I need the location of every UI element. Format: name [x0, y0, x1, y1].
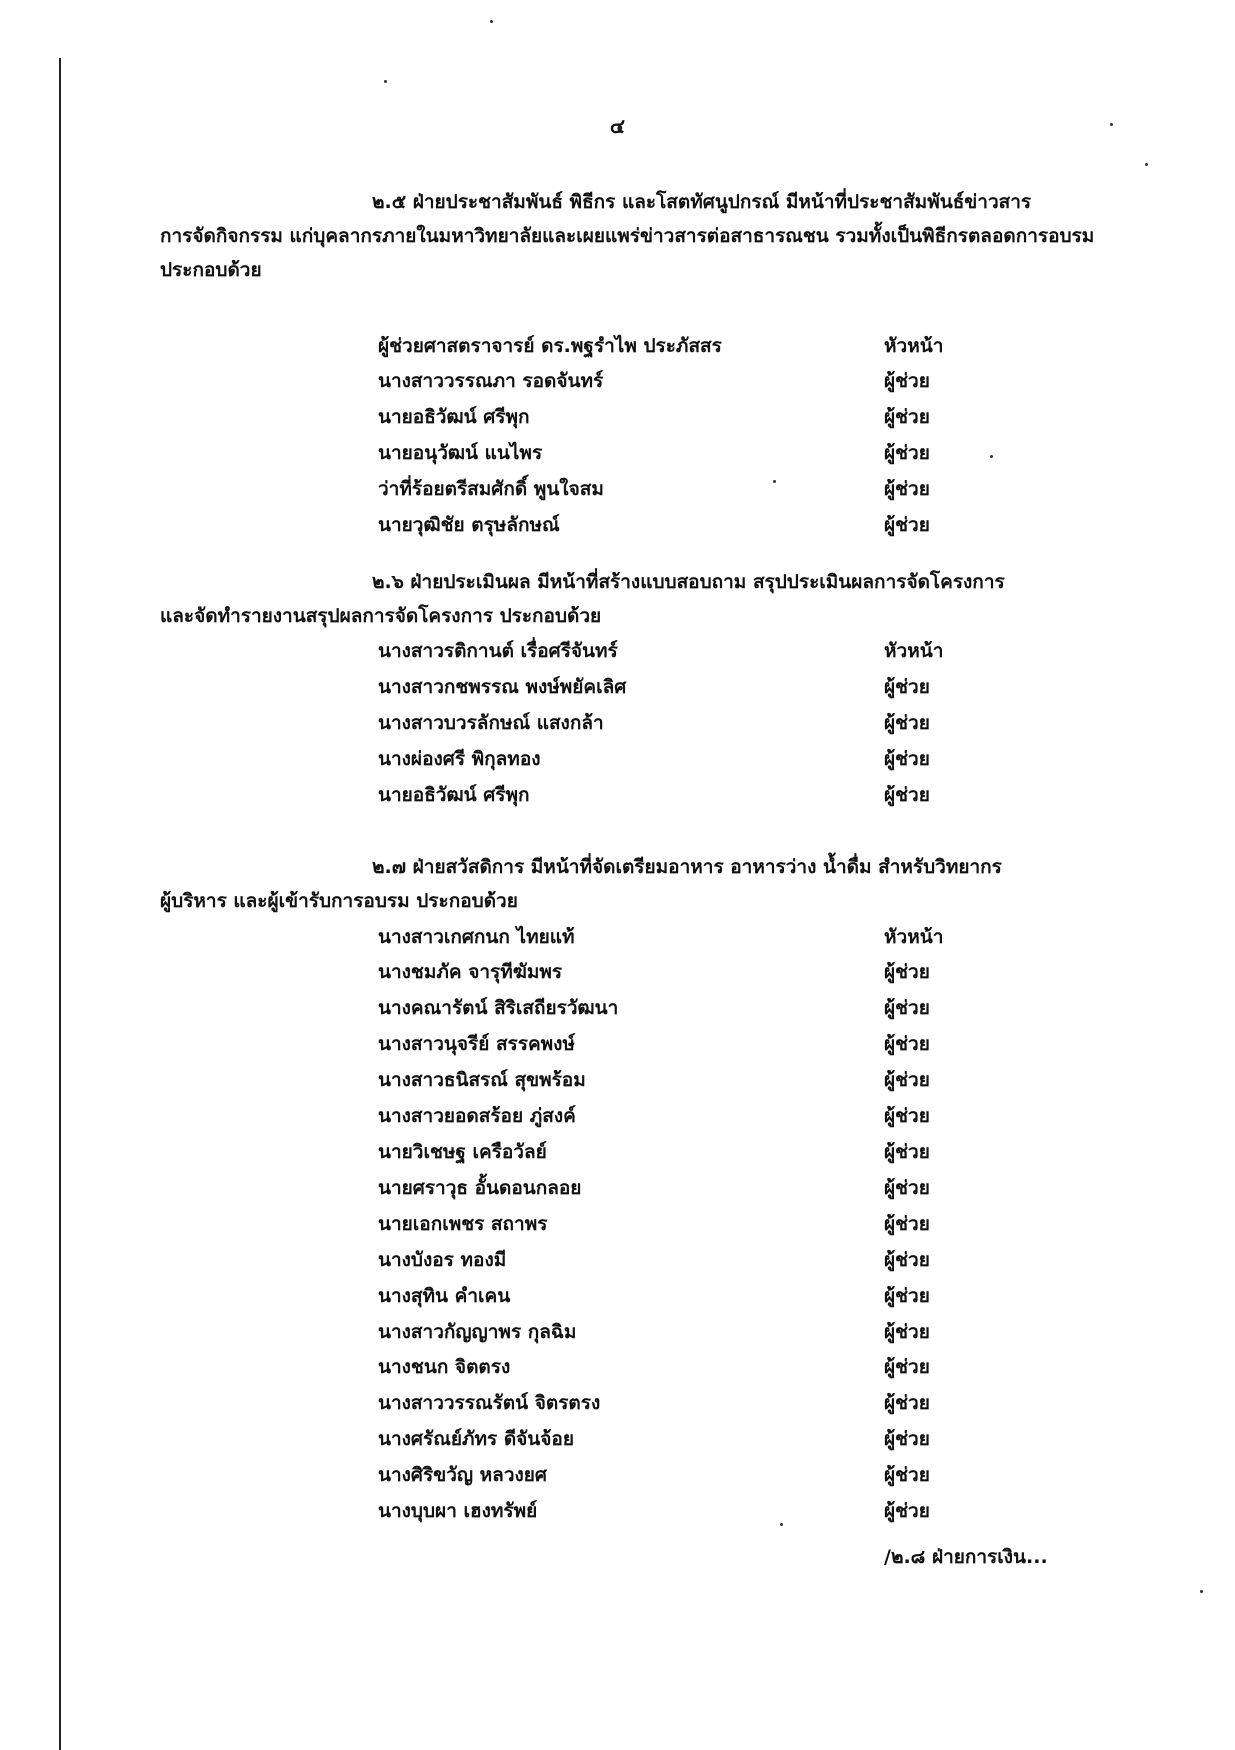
member-name: นางสาววรรณภา รอดจันทร์ — [378, 370, 604, 392]
member-row — [0, 1281, 1235, 1315]
section-text: ผู้บริหาร และผู้เข้ารับการอบรม ประกอบด้วย — [160, 890, 518, 912]
member-name: นางสาวนุจรีย์ สรรคพงษ์ — [378, 1033, 575, 1055]
member-row — [0, 922, 1235, 956]
member-row — [0, 993, 1235, 1027]
member-role: ผู้ช่วย — [884, 961, 930, 983]
member-role: ผู้ช่วย — [884, 406, 930, 428]
member-role: ผู้ช่วย — [884, 1105, 930, 1127]
member-row — [0, 1424, 1235, 1458]
member-name: ผู้ช่วยศาสตราจารย์ ดร.พฐรำไพ ประภัสสร — [378, 335, 722, 357]
scan-speck — [490, 20, 493, 23]
member-name: นางศรัณย์ภัทร ดีจันจ้อย — [378, 1428, 574, 1450]
member-role: ผู้ช่วย — [884, 1356, 930, 1378]
scan-speck — [1145, 163, 1148, 166]
member-row — [0, 1388, 1235, 1422]
member-row — [0, 1352, 1235, 1386]
member-role: ผู้ช่วย — [884, 370, 930, 392]
member-role: ผู้ช่วย — [884, 712, 930, 734]
member-role: ผู้ช่วย — [884, 1428, 930, 1450]
member-row — [0, 636, 1235, 670]
member-role: ผู้ช่วย — [884, 1464, 930, 1486]
member-name: นายอธิวัฒน์ ศรีพุก — [378, 784, 530, 806]
section-text: ประกอบด้วย — [160, 259, 262, 281]
member-role: หัวหน้า — [884, 926, 944, 948]
member-name: นายวุฒิชัย ตรุษลักษณ์ — [378, 514, 560, 536]
member-row — [0, 1137, 1235, 1171]
member-name: นายอธิวัฒน์ ศรีพุก — [378, 406, 530, 428]
member-role: ผู้ช่วย — [884, 1141, 930, 1163]
member-name: นางสาวเกศกนก ไทยแท้ — [378, 926, 575, 948]
member-name: นางศิริขวัญ หลวงยศ — [378, 1464, 547, 1486]
scan-speck — [384, 80, 387, 83]
continuation-note: /๒.๘ ฝ่ายการเงิน... — [884, 1546, 1048, 1568]
member-role: ผู้ช่วย — [884, 1285, 930, 1307]
member-row — [0, 1460, 1235, 1494]
section-text: การจัดกิจกรรม แก่บุคลากรภายในมหาวิทยาลัยและเผยแพร่ข่าวสารต่อสาธารณชน รวมทั้งเป็นพิธีกรตลอดการอบรม — [160, 225, 1095, 247]
member-name: นางบังอร ทองมี — [378, 1249, 507, 1271]
member-row — [0, 957, 1235, 991]
scan-speck — [773, 480, 776, 483]
member-row — [0, 1209, 1235, 1243]
member-role: หัวหน้า — [884, 640, 944, 662]
member-row — [0, 780, 1235, 814]
member-name: นายศราวุธ อั้นดอนกลอย — [378, 1177, 582, 1199]
member-role: ผู้ช่วย — [884, 1500, 930, 1522]
section-heading: ๒.๖ ฝ่ายประเมินผล มีหน้าที่สร้างแบบสอบถาม สรุปประเมินผลการจัดโครงการ — [372, 571, 1005, 593]
member-row — [0, 402, 1235, 436]
member-row — [0, 438, 1235, 472]
section-2-6-intro — [160, 565, 1100, 633]
member-role: ผู้ช่วย — [884, 442, 930, 464]
member-name: ว่าที่ร้อยตรีสมศักดิ์ พูนใจสม — [378, 478, 604, 500]
scan-speck — [1110, 123, 1113, 126]
member-name: นางสาวกชพรรณ พงษ์พยัคเลิศ — [378, 676, 627, 698]
member-row — [0, 510, 1235, 544]
member-role: ผู้ช่วย — [884, 748, 930, 770]
member-role: ผู้ช่วย — [884, 1033, 930, 1055]
member-row — [0, 672, 1235, 706]
member-row — [0, 708, 1235, 742]
member-role: ผู้ช่วย — [884, 1213, 930, 1235]
member-row — [0, 1101, 1235, 1135]
member-row — [0, 1173, 1235, 1207]
member-name: นางชนก จิตตรง — [378, 1356, 511, 1378]
member-row — [0, 744, 1235, 778]
member-row — [0, 331, 1235, 365]
scan-speck — [990, 455, 993, 458]
member-name: นางสาววรรณรัตน์ จิตรตรง — [378, 1392, 601, 1414]
member-role: ผู้ช่วย — [884, 478, 930, 500]
section-heading: ๒.๕ ฝ่ายประชาสัมพันธ์ พิธีกร และโสตทัศนูปกรณ์ มีหน้าที่ประชาสัมพันธ์ข่าวสาร — [372, 191, 1032, 213]
member-name: นางสาวรติกานต์ เรื่อศรีจันทร์ — [378, 640, 618, 662]
member-row — [0, 1029, 1235, 1063]
member-name: นางผ่องศรี พิกุลทอง — [378, 748, 541, 770]
member-role: ผู้ช่วย — [884, 1392, 930, 1414]
member-role: ผู้ช่วย — [884, 514, 930, 536]
member-role: ผู้ช่วย — [884, 676, 930, 698]
member-name: นายอนุวัฒน์ แนไพร — [378, 442, 543, 464]
section-text: และจัดทำรายงานสรุปผลการจัดโครงการ ประกอบด้วย — [160, 605, 602, 627]
member-name: นางคณารัตน์ สิริเสถียรวัฒนา — [378, 997, 619, 1019]
member-role: ผู้ช่วย — [884, 1321, 930, 1343]
member-name: นางสาวบวรลักษณ์ แสงกล้า — [378, 712, 604, 734]
member-role: ผู้ช่วย — [884, 1249, 930, 1271]
page-number: ๔ — [609, 114, 626, 138]
member-name: นางชมภัค จารุทีฆัมพร — [378, 961, 563, 983]
member-name: นางสาวกัญญาพร กุลฉิม — [378, 1321, 577, 1343]
member-row — [0, 366, 1235, 400]
member-row — [0, 474, 1235, 508]
member-role: ผู้ช่วย — [884, 997, 930, 1019]
section-2-5-intro — [160, 185, 1100, 287]
member-name: นางบุบผา เฮงทรัพย์ — [378, 1500, 538, 1522]
member-row — [0, 1245, 1235, 1279]
scan-speck — [780, 1523, 783, 1526]
member-row — [0, 1065, 1235, 1099]
member-name: นายวิเชษฐ เครือวัลย์ — [378, 1141, 547, 1163]
member-role: ผู้ช่วย — [884, 784, 930, 806]
member-name: นายเอกเพชร สถาพร — [378, 1213, 548, 1235]
member-role: ผู้ช่วย — [884, 1177, 930, 1199]
member-name: นางสาวยอดสร้อย ภู่สงค์ — [378, 1105, 576, 1127]
member-role: ผู้ช่วย — [884, 1069, 930, 1091]
member-row — [0, 1496, 1235, 1530]
scan-speck — [1200, 1590, 1203, 1593]
member-name: นางสุทิน คำเคน — [378, 1285, 511, 1307]
member-row — [0, 1317, 1235, 1351]
section-heading: ๒.๗ ฝ่ายสวัสดิการ มีหน้าที่จัดเตรียมอาหาร อาหารว่าง น้ำดื่ม สำหรับวิทยากร — [372, 856, 1002, 878]
section-2-7-intro — [160, 850, 1100, 918]
member-role: หัวหน้า — [884, 335, 944, 357]
member-name: นางสาวธนิสรณ์ สุขพร้อม — [378, 1069, 586, 1091]
